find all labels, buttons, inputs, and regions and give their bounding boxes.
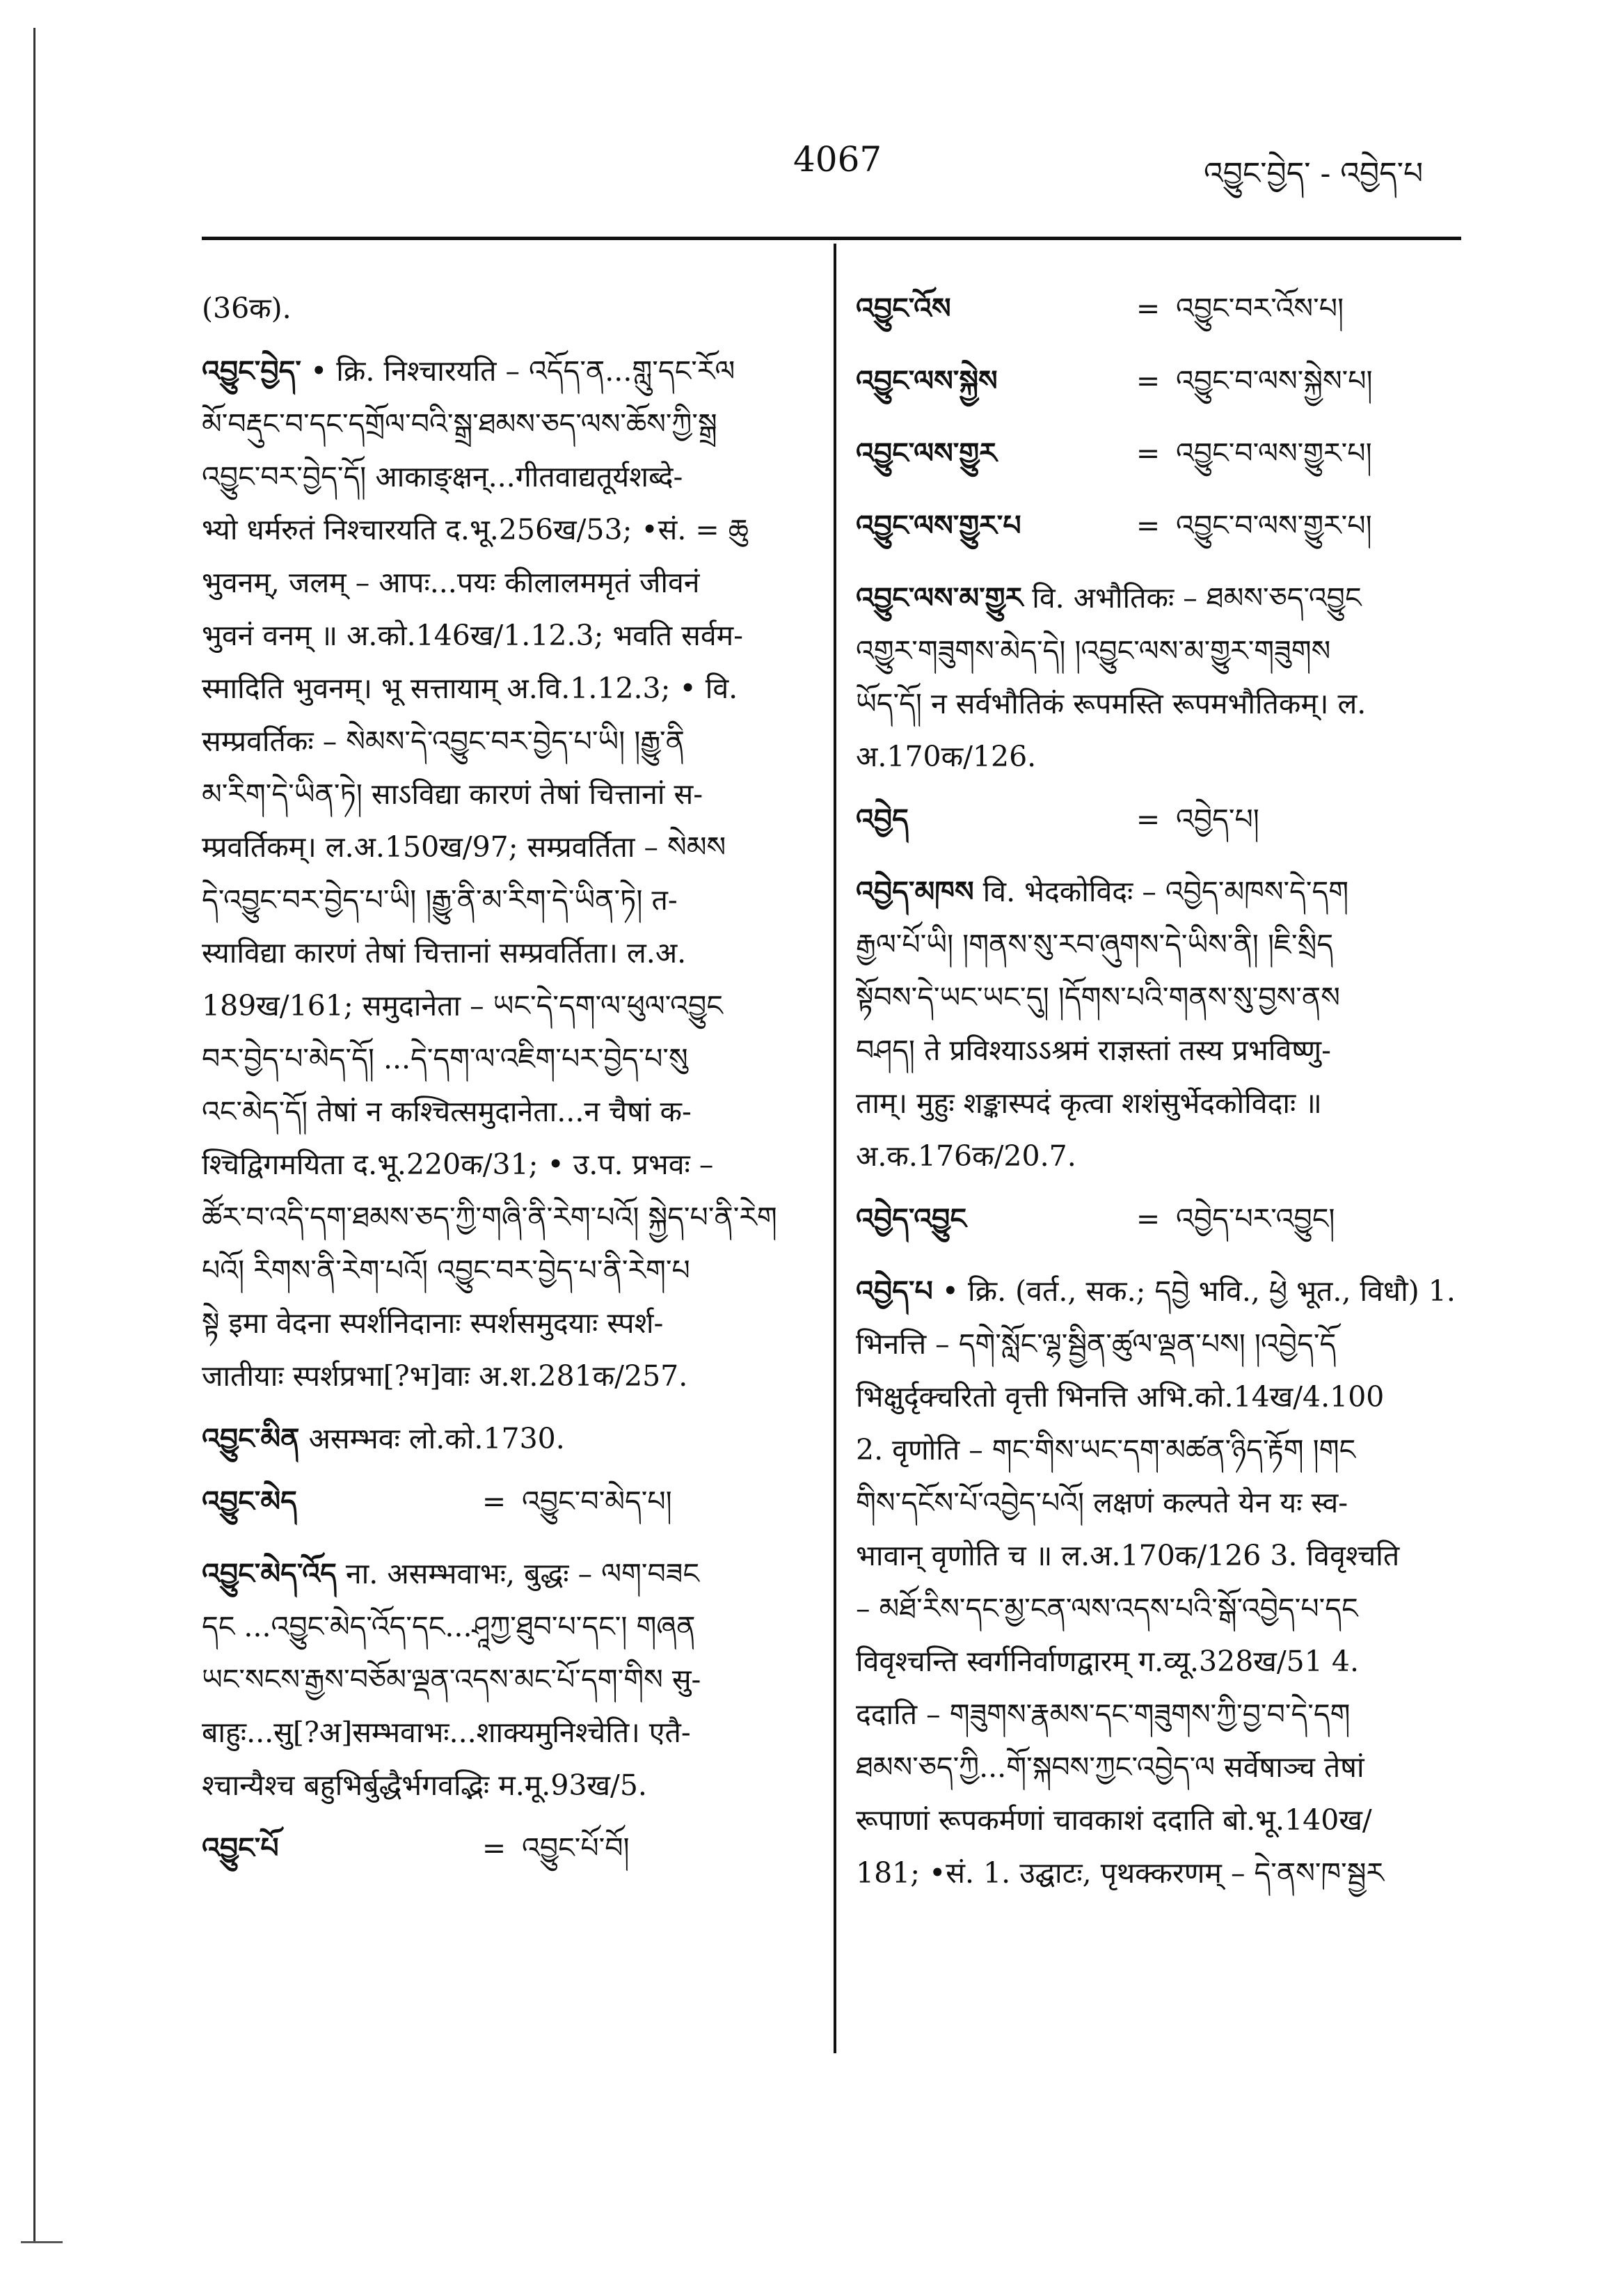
xref-target: འབྱེད་པ། — [1176, 802, 1259, 836]
xref-target: འབྱུང་བ་ལས་སྐྱེས་པ། — [1176, 364, 1373, 397]
entry-text: जातीयाः स्पर्शप्रभा[?भ]वाः अ.श.281क/257. — [202, 1359, 688, 1393]
entry-text: 189ख/161; समुदानेता – ཡང་དེ་དག་ལ་ཕུལ་འབྱུང — [202, 989, 723, 1022]
headword: འབྱེད — [856, 802, 909, 836]
entry-text: म्प्रवर्तिकम्। ल.अ.150ख/97; सम्प्रवर्तिता – སེམས — [202, 830, 726, 864]
entry-text: भिक्षुर्दृक्चरितो वृत्ती भिनत्ति अभि.को.14ख/4.100 — [856, 1380, 1385, 1414]
equals-sign: = — [1136, 802, 1161, 836]
entry-text: བར་བྱེད་པ་མེད་དོ། ...དེ་དག་ལ་འཇིག་པར་བྱེད་པ་སུ — [202, 1042, 688, 1075]
header-rule — [202, 237, 1461, 240]
equals-sign: = — [481, 1485, 507, 1518]
headword: འབྱུང་མེད — [202, 1485, 297, 1518]
xref-byung-po — [202, 1821, 814, 1874]
xref-target: འབྱུང་པོ་བོ། — [522, 1831, 630, 1865]
entry-text: रूपाणां रूपकर्मणां चावकाशं ददाति बो.भू.140ख/ — [856, 1803, 1372, 1837]
equals-sign: = — [1136, 364, 1161, 397]
equals-sign: = — [1136, 509, 1161, 542]
entry-text: ཚོར་བ་འདི་དག་ཐམས་ཅད་ཀྱི་གཞི་ནི་རེག་པའོ། སྐྱེད་པ་ནི་རེག — [202, 1201, 777, 1234]
scan-artifact — [21, 2227, 63, 2243]
entry-text: གིས་དངོས་པོ་འབྱེད་པའོ། लक्षणं कल्पते येन यः स्व- — [856, 1486, 1348, 1519]
entry-text: ཐམས་ཅད་ཀྱི...གོ་སྐབས་ཀྱང་འབྱེད་ལ सर्वेषाञ्च तेषां — [856, 1750, 1364, 1784]
entry-line — [202, 1412, 814, 1465]
entry-text: भिनत्ति – དགེ་སློང་ལྷ་སྦྱིན་ཚུལ་ལྡན་པས། །འབྱེད་དོ — [856, 1327, 1337, 1361]
entry-byed-mkhas — [856, 865, 1468, 1183]
entry-text: विवृश्चन्ति स्वर्गनिर्वाणद्वारम् ग.व्यू.328ख/51 4. — [856, 1645, 1359, 1678]
entry-byed-pa — [856, 1265, 1468, 1899]
left-column — [202, 282, 814, 1894]
entry-byung-las-ma-gyur — [856, 571, 1468, 783]
xref-byung-med — [202, 1475, 814, 1528]
entry-line — [202, 345, 814, 397]
equals-sign: = — [1136, 292, 1161, 325]
headword: འབྱུང་ལས་གྱུར་པ — [856, 509, 1021, 542]
entry-text: པའོ། རིགས་ནི་རེག་པའོ། འབྱུང་བར་བྱེད་པ་ནི་རེག་པ — [202, 1254, 690, 1287]
entry-text: 2. वृणोति – གང་གིས་ཡང་དག་མཚན་ཉིད་རྟོག །གང — [856, 1433, 1356, 1466]
entry-text: མ་རིག་དེ་ཡིན་ཏེ། साऽविद्या कारणं तेषां चित्तानां स- — [202, 777, 703, 811]
entry-text: बाहुः...सु[?अ]सम्भवाभः...शाक्यमुनिश्चेति। एतै- — [202, 1716, 691, 1749]
headword: འབྱུང་འོས — [856, 292, 951, 325]
entry-text: རྒྱལ་པོ་ཡི། །གནས་སུ་རབ་ཞུགས་དེ་ཡིས་ནི། །ཇི་སྲིད — [856, 928, 1334, 961]
entry-text: ताम्। मुहुः शङ्कास्पदं कृत्वा शशंसुर्भेदकोविदाः ॥ — [856, 1086, 1322, 1120]
equals-sign: = — [1136, 436, 1161, 470]
entry-text: ཡང་སངས་རྒྱས་བཅོམ་ལྡན་འདས་མང་པོ་དག་གིས सु- — [202, 1663, 701, 1696]
xref-byung-os — [856, 282, 1468, 335]
headword: འབྱུང་ལས་སྐྱེས — [856, 364, 998, 397]
headword: འབྱུང་པོ — [202, 1831, 279, 1865]
entry-text: • क्रि. निश्चारयति – འདོད་ན...གླུ་དང་རོལ — [310, 354, 735, 388]
headword: འབྱུང་མེད་འོད — [202, 1557, 337, 1590]
entry-text: འང་མེད་དོ། तेषां न कश्चित्समुदानेता...न चैषां क- — [202, 1095, 692, 1128]
entry-byung-byed — [202, 345, 814, 1402]
entry-text: – མཐོ་རིས་དང་མྱ་ངན་ལས་འདས་པའི་སྒོ་འབྱེད་པ་དང — [856, 1592, 1358, 1625]
equals-sign: = — [1136, 1202, 1161, 1235]
entry-text: भुवनं वनम् ॥ अ.को.146ख/1.12.3; भवति सर्वम- — [202, 619, 743, 652]
entry-text: མོ་བརྡུང་བ་དང་དགྲོལ་བའི་སྒྲ་ཐམས་ཅད་ལས་ཆོས་ཀྱི་སྒྲ — [202, 407, 717, 441]
entry-line — [202, 1547, 814, 1600]
headword: འབྱུང་མིན — [202, 1422, 300, 1455]
entry-byung-med-od — [202, 1547, 814, 1812]
headword: འབྱེད་པ — [856, 1274, 933, 1308]
entry-text: अ.क.176क/20.7. — [856, 1139, 1076, 1173]
entry-text: श्चान्यैश्च बहुभिर्बुद्धैर्भगवद्भिः म.मू.93ख/5. — [202, 1769, 647, 1802]
headword: འབྱེད་འབྱུང — [856, 1202, 966, 1235]
entry-text: ददाति – གཟུགས་རྣམས་དང་གཟུགས་ཀྱི་བྱ་བ་དེ་དག — [856, 1698, 1351, 1731]
page-number: 4067 — [793, 139, 882, 180]
xref-byed — [856, 793, 1468, 846]
xref-target: འབྱུང་བར་འོས་པ། — [1176, 292, 1344, 325]
xref-target: འབྱེད་པར་འབྱུང། — [1176, 1202, 1335, 1235]
headword: འབྱུང་ལས་གྱུར — [856, 436, 997, 470]
entry-byung-min — [202, 1412, 814, 1465]
xref-byung-las-gyur-pa — [856, 499, 1468, 552]
headword: འབྱེད་མཁས — [856, 875, 974, 908]
xref-byung-las-skyes — [856, 354, 1468, 407]
xref-byung-las-gyur — [856, 427, 1468, 480]
entry-text: अ.170क/126. — [856, 740, 1037, 773]
entry-text: ना. असम्भवाभः, बुद्धः – ལག་བཟང — [345, 1557, 700, 1590]
xref-target: འབྱུང་བ་ལས་གྱུར་པ། — [1176, 436, 1372, 470]
entry-text: भ्यो धर्मरुतं निश्चारयति द.भू.256ख/53; •सं. = ཆུ — [202, 513, 749, 546]
column-divider — [834, 244, 836, 2053]
xref-byed-byung — [856, 1192, 1468, 1245]
entry-line — [856, 571, 1468, 624]
entry-text: སྟེ इमा वेदना स्पर्शनिदानाः स्पर्शसमुदयाः स्पर्श- — [202, 1306, 664, 1340]
headword: འབྱུང་བྱེད་ — [202, 354, 302, 388]
entry-text: དེ་འབྱུང་བར་བྱེད་པ་ཡི། །རྒྱུ་ནི་མ་རིག་དེ་ཡིན་ཏེ། त- — [202, 883, 678, 917]
entry-text: འབྱུང་བར་བྱེད་དོ། आकाङ्क्षन्...गीतवाद्यतूर्यशब्दे- — [202, 460, 683, 493]
entry-text: भावान् वृणोति च ॥ ल.अ.170क/126 3. विवृश्चति — [856, 1539, 1400, 1572]
entry-text: • क्रि. (वर्त., सक.; དབྱེ भवि., ཕྱེ भूत., विधौ) 1. — [941, 1274, 1456, 1308]
entry-text: स्याविद्या कारणं तेषां चित्तानां सम्प्रवर्तिता। ल.अ. — [202, 936, 687, 970]
entry-text: श्चिद्विगमयिता द.भू.220क/31; • उ.प. प्रभवः – — [202, 1148, 714, 1181]
running-head: འབྱུང་བྱེད་ - འབྱེད་པ — [1204, 156, 1424, 191]
entry-text: ཡོད་དོ། न सर्वभौतिकं रूपमस्ति रूपमभौतिकम्। ल. — [856, 687, 1367, 720]
entry-line — [856, 865, 1468, 918]
entry-text: सम्प्रवर्तिकः – སེམས་དེ་འབྱུང་བར་བྱེད་པ་ཡི། །རྒྱུ་ནི — [202, 725, 685, 758]
entry-line — [856, 1265, 1468, 1318]
xref-target: འབྱུང་བ་མེད་པ། — [522, 1485, 672, 1518]
entry-text: भुवनम्, जलम् – आपः...पयः कीलालममृतं जीवनं — [202, 566, 700, 599]
headword: འབྱུང་ལས་མ་གྱུར — [856, 581, 1024, 615]
top-fragment: (36क). — [202, 292, 292, 325]
entry-text: སྟོབས་དེ་ཡང་ཡང་དུ། །དོགས་པའི་གནས་སུ་བྱས་ནས — [856, 981, 1340, 1014]
entry-text: དང ...འབྱུང་མེད་འོད་དང...ཤཱཀྱ་ཐུབ་པ་དང་། གཞན — [202, 1610, 696, 1643]
entry-text: वि. अभौतिकः – ཐམས་ཅད་འབྱུང — [1032, 581, 1362, 615]
entry-text: स्मादिति भुवनम्। भू सत्तायाम् अ.वि.1.12.3; • वि. — [202, 672, 738, 705]
page-edge-line — [33, 28, 35, 2241]
entry-text: वि. भेदकोविदः – འབྱེད་མཁས་དེ་དག — [982, 875, 1349, 908]
entry-text: असम्भवः लो.को.1730. — [308, 1422, 565, 1455]
entry-text: 181; •सं. 1. उद्घाटः, पृथक्करणम् – དེ་ནས་ཁ་སྦྱར — [856, 1856, 1385, 1890]
equals-sign: = — [481, 1831, 507, 1865]
xref-target: འབྱུང་བ་ལས་གྱུར་པ། — [1176, 509, 1372, 542]
right-column — [856, 282, 1468, 1909]
entry-text: བཤད། ते प्रविश्याऽऽश्रमं राज्ञस्तां तस्य प्रभविष्णु- — [856, 1034, 1331, 1067]
entry-text: འགྱུར་གཟུགས་མེད་དེ། །འབྱུང་ལས་མ་གྱུར་གཟུགས — [856, 634, 1331, 667]
